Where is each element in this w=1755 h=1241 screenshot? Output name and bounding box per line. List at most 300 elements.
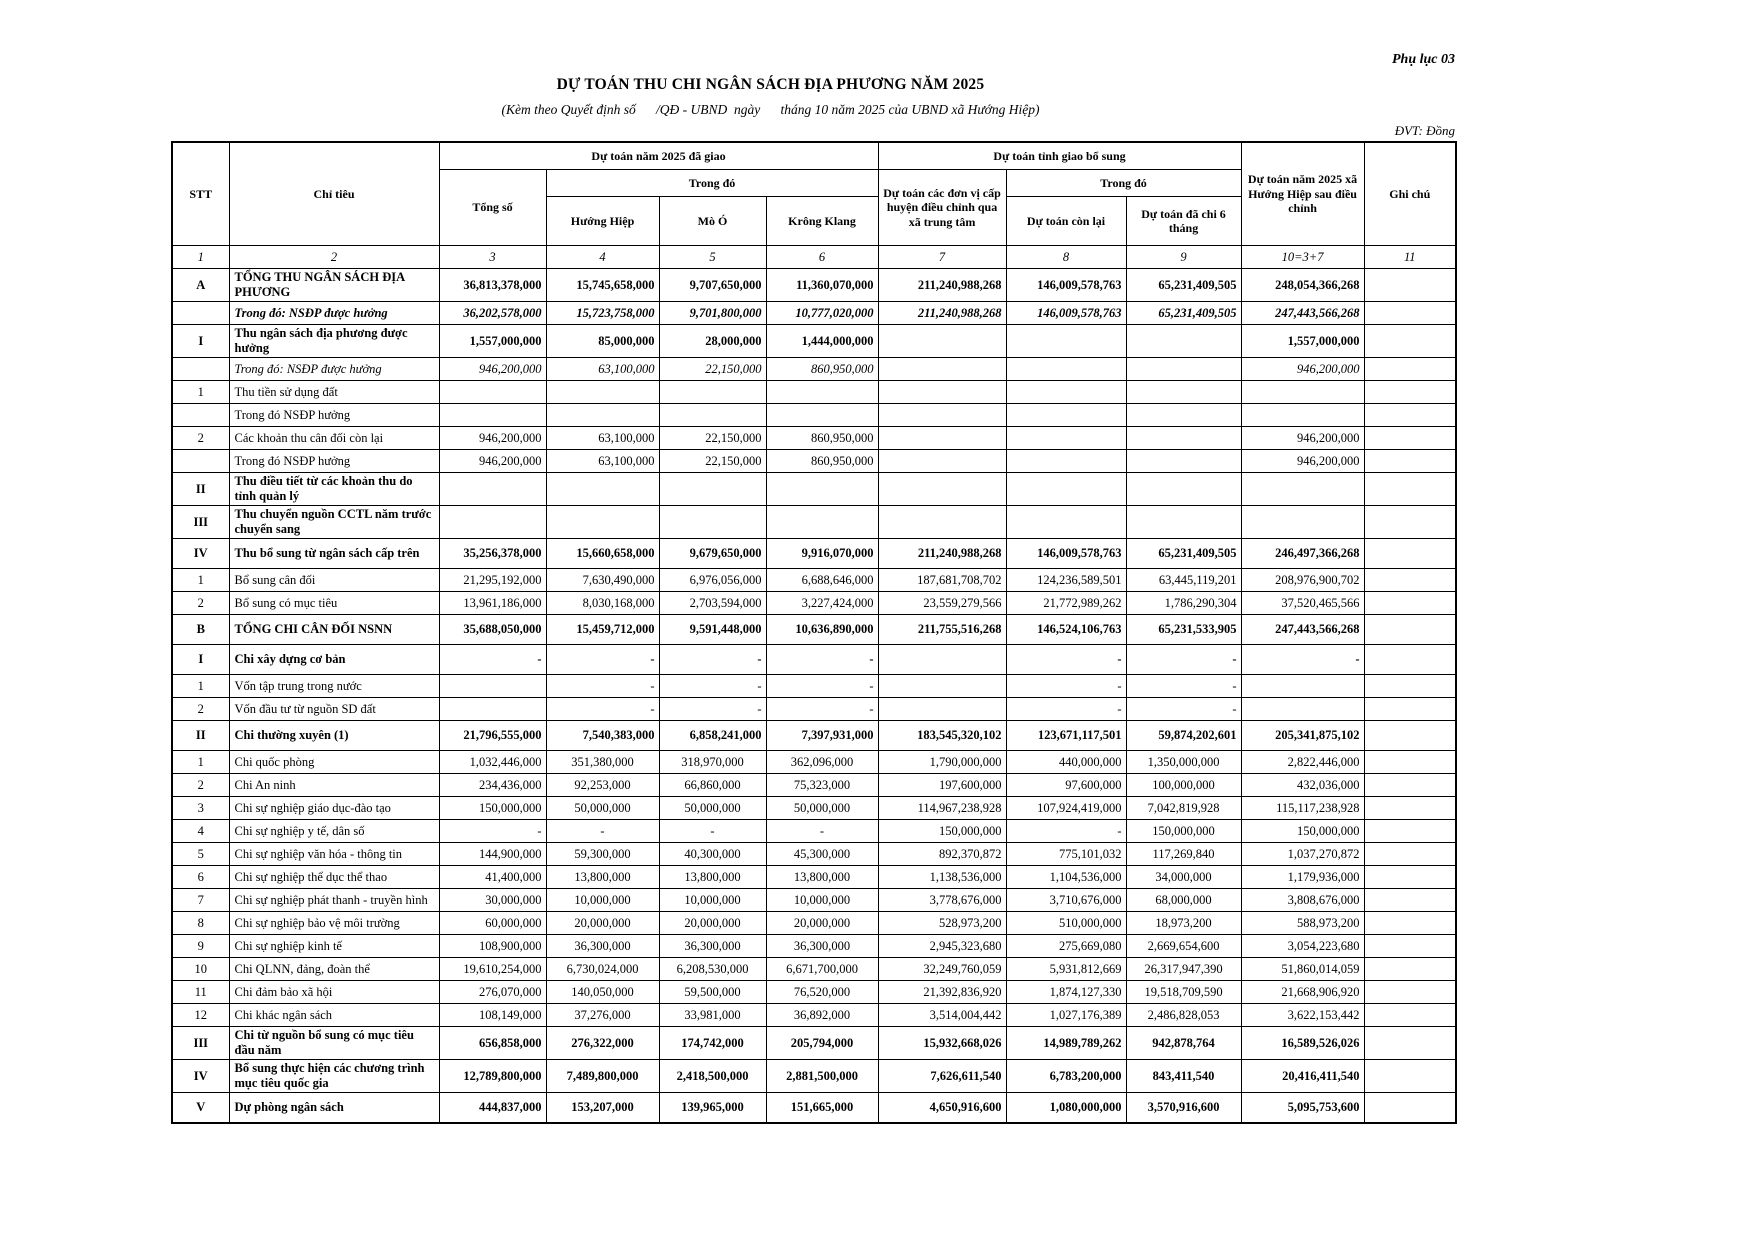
row-stt: 2 bbox=[172, 774, 229, 797]
row-note bbox=[1364, 506, 1456, 539]
row-value bbox=[546, 404, 659, 427]
row-value: 50,000,000 bbox=[546, 797, 659, 820]
table-row bbox=[172, 981, 1456, 1004]
row-value: 51,860,014,059 bbox=[1241, 958, 1364, 981]
row-value: 20,000,000 bbox=[659, 912, 766, 935]
header-stt: STT bbox=[172, 142, 229, 246]
row-value: 33,981,000 bbox=[659, 1004, 766, 1027]
row-note bbox=[1364, 981, 1456, 1004]
row-value: 21,668,906,920 bbox=[1241, 981, 1364, 1004]
row-value: 510,000,000 bbox=[1006, 912, 1126, 935]
table-row bbox=[172, 325, 1456, 358]
column-number-cell: 10=3+7 bbox=[1241, 246, 1364, 269]
row-value: 13,800,000 bbox=[766, 866, 878, 889]
row-value bbox=[439, 473, 546, 506]
table-row bbox=[172, 698, 1456, 721]
row-value: 100,000,000 bbox=[1126, 774, 1241, 797]
row-value: 139,965,000 bbox=[659, 1093, 766, 1124]
row-value: 946,200,000 bbox=[1241, 358, 1364, 381]
table-row bbox=[172, 615, 1456, 645]
row-value: 10,777,020,000 bbox=[766, 302, 878, 325]
row-value: 65,231,409,505 bbox=[1126, 302, 1241, 325]
row-value: 362,096,000 bbox=[766, 751, 878, 774]
row-value bbox=[1006, 358, 1126, 381]
row-value: - bbox=[439, 645, 546, 675]
row-label: Trong đó NSĐP hưởng bbox=[229, 450, 439, 473]
row-value: - bbox=[766, 698, 878, 721]
row-value: 205,794,000 bbox=[766, 1027, 878, 1060]
header-huong-hiep: Hướng Hiệp bbox=[546, 197, 659, 246]
row-value: - bbox=[546, 675, 659, 698]
row-value: 3,570,916,600 bbox=[1126, 1093, 1241, 1124]
header-chi-tieu: Chỉ tiêu bbox=[229, 142, 439, 246]
row-label: Trong đó: NSĐP được hưởng bbox=[229, 302, 439, 325]
row-note bbox=[1364, 539, 1456, 569]
row-stt: II bbox=[172, 473, 229, 506]
row-stt: B bbox=[172, 615, 229, 645]
row-value bbox=[1126, 427, 1241, 450]
table-row bbox=[172, 592, 1456, 615]
row-note bbox=[1364, 843, 1456, 866]
row-note bbox=[1364, 404, 1456, 427]
column-numbering-row bbox=[172, 246, 1456, 269]
row-value: 12,789,800,000 bbox=[439, 1060, 546, 1093]
row-label: Chi sự nghiệp phát thanh - truyền hình bbox=[229, 889, 439, 912]
row-value: 21,772,989,262 bbox=[1006, 592, 1126, 615]
page-subtitle: (Kèm theo Quyết định số /QĐ - UBND ngày tháng 10 năm 2025 của UBND xã Hướng Hiệp) bbox=[501, 102, 1040, 117]
row-value: 92,253,000 bbox=[546, 774, 659, 797]
header-trong-do-2: Trong đó bbox=[1006, 170, 1241, 197]
row-value: 6,858,241,000 bbox=[659, 721, 766, 751]
budget-table bbox=[171, 141, 1457, 1124]
row-label: Trong đó NSĐP hưởng bbox=[229, 404, 439, 427]
row-value bbox=[878, 358, 1006, 381]
row-note bbox=[1364, 450, 1456, 473]
row-value: 36,892,000 bbox=[766, 1004, 878, 1027]
row-value bbox=[1241, 698, 1364, 721]
row-value: 275,669,080 bbox=[1006, 935, 1126, 958]
row-value: 10,636,890,000 bbox=[766, 615, 878, 645]
row-stt: 2 bbox=[172, 427, 229, 450]
row-value: 942,878,764 bbox=[1126, 1027, 1241, 1060]
row-label: Chi đảm bảo xã hội bbox=[229, 981, 439, 1004]
row-value: 16,589,526,026 bbox=[1241, 1027, 1364, 1060]
row-value: 9,707,650,000 bbox=[659, 269, 766, 302]
row-value bbox=[1126, 404, 1241, 427]
row-label: Thu bổ sung từ ngân sách cấp trên bbox=[229, 539, 439, 569]
row-stt: I bbox=[172, 645, 229, 675]
table-row bbox=[172, 843, 1456, 866]
row-value: 15,459,712,000 bbox=[546, 615, 659, 645]
row-value: 26,317,947,390 bbox=[1126, 958, 1241, 981]
row-value: 3,514,004,442 bbox=[878, 1004, 1006, 1027]
row-value: 5,095,753,600 bbox=[1241, 1093, 1364, 1124]
row-value bbox=[1241, 675, 1364, 698]
row-label: Chi An ninh bbox=[229, 774, 439, 797]
row-value: 248,054,366,268 bbox=[1241, 269, 1364, 302]
column-number-cell: 5 bbox=[659, 246, 766, 269]
row-value bbox=[1126, 506, 1241, 539]
row-value: 10,000,000 bbox=[766, 889, 878, 912]
row-value: 3,054,223,680 bbox=[1241, 935, 1364, 958]
row-value: 6,976,056,000 bbox=[659, 569, 766, 592]
header-mo-o: Mò Ó bbox=[659, 197, 766, 246]
row-value: 15,745,658,000 bbox=[546, 269, 659, 302]
row-value: 144,900,000 bbox=[439, 843, 546, 866]
row-value bbox=[439, 404, 546, 427]
row-value: 1,104,536,000 bbox=[1006, 866, 1126, 889]
row-value: 946,200,000 bbox=[439, 427, 546, 450]
table-row bbox=[172, 473, 1456, 506]
row-stt: 6 bbox=[172, 866, 229, 889]
row-value: 444,837,000 bbox=[439, 1093, 546, 1124]
unit-label: ĐVT: Đồng bbox=[1394, 123, 1455, 138]
table-row bbox=[172, 1027, 1456, 1060]
row-stt: IV bbox=[172, 539, 229, 569]
row-value: 656,858,000 bbox=[439, 1027, 546, 1060]
row-value bbox=[1241, 473, 1364, 506]
row-value: 22,150,000 bbox=[659, 427, 766, 450]
header-ghi-chu: Ghi chú bbox=[1364, 142, 1456, 246]
row-value bbox=[878, 450, 1006, 473]
row-note bbox=[1364, 1060, 1456, 1093]
row-value: 18,973,200 bbox=[1126, 912, 1241, 935]
row-value: 234,436,000 bbox=[439, 774, 546, 797]
row-value: 3,227,424,000 bbox=[766, 592, 878, 615]
row-value: - bbox=[1126, 698, 1241, 721]
row-value: - bbox=[659, 698, 766, 721]
row-value: 85,000,000 bbox=[546, 325, 659, 358]
row-value: 107,924,419,000 bbox=[1006, 797, 1126, 820]
row-stt: 11 bbox=[172, 981, 229, 1004]
table-row bbox=[172, 751, 1456, 774]
row-value: 97,600,000 bbox=[1006, 774, 1126, 797]
row-value: 2,418,500,000 bbox=[659, 1060, 766, 1093]
row-value: 211,240,988,268 bbox=[878, 269, 1006, 302]
row-note bbox=[1364, 774, 1456, 797]
row-value bbox=[1126, 325, 1241, 358]
row-value: 205,341,875,102 bbox=[1241, 721, 1364, 751]
header-sau-dieu-chinh: Dự toán năm 2025 xã Hướng Hiệp sau điều chỉnh bbox=[1241, 142, 1364, 246]
row-value: 5,931,812,669 bbox=[1006, 958, 1126, 981]
row-value: 6,783,200,000 bbox=[1006, 1060, 1126, 1093]
row-value: 246,497,366,268 bbox=[1241, 539, 1364, 569]
row-value: 20,000,000 bbox=[546, 912, 659, 935]
row-value: 1,557,000,000 bbox=[439, 325, 546, 358]
row-value: 36,202,578,000 bbox=[439, 302, 546, 325]
row-value: 6,688,646,000 bbox=[766, 569, 878, 592]
row-value bbox=[1006, 450, 1126, 473]
row-value bbox=[1006, 473, 1126, 506]
row-value bbox=[659, 506, 766, 539]
row-value: - bbox=[659, 675, 766, 698]
table-body bbox=[172, 269, 1456, 1124]
row-label: Vốn tập trung trong nước bbox=[229, 675, 439, 698]
row-value: 211,755,516,268 bbox=[878, 615, 1006, 645]
row-value bbox=[1006, 404, 1126, 427]
row-value: 3,808,676,000 bbox=[1241, 889, 1364, 912]
column-number-cell: 9 bbox=[1126, 246, 1241, 269]
row-stt bbox=[172, 302, 229, 325]
row-value: - bbox=[439, 820, 546, 843]
row-label: TỔNG THU NGÂN SÁCH ĐỊA PHƯƠNG bbox=[229, 269, 439, 302]
row-value bbox=[766, 473, 878, 506]
table-row bbox=[172, 935, 1456, 958]
header-trong-do: Trong đó bbox=[546, 170, 878, 197]
row-value: 843,411,540 bbox=[1126, 1060, 1241, 1093]
row-value: 7,540,383,000 bbox=[546, 721, 659, 751]
row-value bbox=[878, 645, 1006, 675]
row-label: Dự phòng ngân sách bbox=[229, 1093, 439, 1124]
row-value: 150,000,000 bbox=[439, 797, 546, 820]
row-stt: 12 bbox=[172, 1004, 229, 1027]
table-row bbox=[172, 912, 1456, 935]
row-value: 1,874,127,330 bbox=[1006, 981, 1126, 1004]
row-stt: 4 bbox=[172, 820, 229, 843]
row-value: 6,730,024,000 bbox=[546, 958, 659, 981]
row-value bbox=[546, 381, 659, 404]
row-value: 2,486,828,053 bbox=[1126, 1004, 1241, 1027]
column-number-cell: 4 bbox=[546, 246, 659, 269]
row-value: - bbox=[766, 645, 878, 675]
row-value bbox=[878, 473, 1006, 506]
table-row bbox=[172, 506, 1456, 539]
row-value: 3,778,676,000 bbox=[878, 889, 1006, 912]
header-du-toan-con-lai: Dự toán còn lại bbox=[1006, 197, 1126, 246]
row-value: 197,600,000 bbox=[878, 774, 1006, 797]
row-value: 174,742,000 bbox=[659, 1027, 766, 1060]
row-value bbox=[878, 325, 1006, 358]
row-value bbox=[878, 381, 1006, 404]
row-label: Chi khác ngân sách bbox=[229, 1004, 439, 1027]
row-label: Vốn đầu tư từ nguồn SD đất bbox=[229, 698, 439, 721]
row-value: 36,813,378,000 bbox=[439, 269, 546, 302]
row-value bbox=[1006, 506, 1126, 539]
row-value: 23,559,279,566 bbox=[878, 592, 1006, 615]
row-value: 114,967,238,928 bbox=[878, 797, 1006, 820]
row-value: 10,000,000 bbox=[659, 889, 766, 912]
row-value: 7,630,490,000 bbox=[546, 569, 659, 592]
row-value bbox=[878, 675, 1006, 698]
row-value: 20,416,411,540 bbox=[1241, 1060, 1364, 1093]
row-value: 15,723,758,000 bbox=[546, 302, 659, 325]
row-value bbox=[439, 698, 546, 721]
row-value: 1,027,176,389 bbox=[1006, 1004, 1126, 1027]
row-label: Chi sự nghiệp kinh tế bbox=[229, 935, 439, 958]
row-value: 37,520,465,566 bbox=[1241, 592, 1364, 615]
row-stt: 5 bbox=[172, 843, 229, 866]
row-stt: V bbox=[172, 1093, 229, 1124]
row-note bbox=[1364, 569, 1456, 592]
row-value: 19,610,254,000 bbox=[439, 958, 546, 981]
row-label: Bổ sung cân đối bbox=[229, 569, 439, 592]
row-label: Trong đó: NSĐP được hưởng bbox=[229, 358, 439, 381]
row-value: - bbox=[1126, 675, 1241, 698]
header-don-vi-cap-huyen: Dự toán các đơn vị cấp huyện điều chỉnh qua xã trung tâm bbox=[878, 170, 1006, 246]
row-value: 50,000,000 bbox=[659, 797, 766, 820]
row-note bbox=[1364, 302, 1456, 325]
row-value: 7,042,819,928 bbox=[1126, 797, 1241, 820]
row-value: 7,626,611,540 bbox=[878, 1060, 1006, 1093]
row-value bbox=[878, 404, 1006, 427]
row-stt: A bbox=[172, 269, 229, 302]
row-value: 2,881,500,000 bbox=[766, 1060, 878, 1093]
row-value bbox=[878, 698, 1006, 721]
row-value bbox=[439, 506, 546, 539]
row-value: 59,500,000 bbox=[659, 981, 766, 1004]
row-value bbox=[766, 381, 878, 404]
row-value: 36,300,000 bbox=[659, 935, 766, 958]
row-value: 14,989,789,262 bbox=[1006, 1027, 1126, 1060]
row-value: 1,790,000,000 bbox=[878, 751, 1006, 774]
row-value: 1,080,000,000 bbox=[1006, 1093, 1126, 1124]
row-value: 9,591,448,000 bbox=[659, 615, 766, 645]
row-value: - bbox=[659, 820, 766, 843]
row-value: 34,000,000 bbox=[1126, 866, 1241, 889]
row-value: 59,300,000 bbox=[546, 843, 659, 866]
row-note bbox=[1364, 721, 1456, 751]
row-value: 151,665,000 bbox=[766, 1093, 878, 1124]
table-row bbox=[172, 675, 1456, 698]
row-value: 7,397,931,000 bbox=[766, 721, 878, 751]
row-stt: 1 bbox=[172, 751, 229, 774]
row-value: 146,009,578,763 bbox=[1006, 539, 1126, 569]
row-value: 32,249,760,059 bbox=[878, 958, 1006, 981]
row-stt: IV bbox=[172, 1060, 229, 1093]
row-value: - bbox=[766, 675, 878, 698]
row-value: 66,860,000 bbox=[659, 774, 766, 797]
row-value: 63,100,000 bbox=[546, 358, 659, 381]
row-value: 65,231,409,505 bbox=[1126, 269, 1241, 302]
table-row bbox=[172, 302, 1456, 325]
row-stt bbox=[172, 450, 229, 473]
row-stt: 10 bbox=[172, 958, 229, 981]
row-value bbox=[546, 506, 659, 539]
row-value: 15,932,668,026 bbox=[878, 1027, 1006, 1060]
row-value: 3,622,153,442 bbox=[1241, 1004, 1364, 1027]
row-value bbox=[1006, 427, 1126, 450]
row-value: 351,380,000 bbox=[546, 751, 659, 774]
row-label: Thu tiền sử dụng đất bbox=[229, 381, 439, 404]
table-row bbox=[172, 797, 1456, 820]
row-note bbox=[1364, 675, 1456, 698]
column-number-cell: 8 bbox=[1006, 246, 1126, 269]
row-note bbox=[1364, 751, 1456, 774]
row-label: Thu điều tiết từ các khoản thu do tỉnh quản lý bbox=[229, 473, 439, 506]
row-value: 146,009,578,763 bbox=[1006, 302, 1126, 325]
row-value: - bbox=[1006, 820, 1126, 843]
row-label: Chi sự nghiệp giáo dục-đào tạo bbox=[229, 797, 439, 820]
row-value: 1,786,290,304 bbox=[1126, 592, 1241, 615]
row-value: 150,000,000 bbox=[1126, 820, 1241, 843]
column-number-cell: 2 bbox=[229, 246, 439, 269]
row-value: 211,240,988,268 bbox=[878, 302, 1006, 325]
row-value: 10,000,000 bbox=[546, 889, 659, 912]
table-row bbox=[172, 539, 1456, 569]
row-value bbox=[766, 506, 878, 539]
row-stt: 2 bbox=[172, 698, 229, 721]
row-value: 36,300,000 bbox=[766, 935, 878, 958]
row-value: 117,269,840 bbox=[1126, 843, 1241, 866]
row-value: 68,000,000 bbox=[1126, 889, 1241, 912]
row-note bbox=[1364, 866, 1456, 889]
table-row bbox=[172, 1093, 1456, 1124]
row-stt: 9 bbox=[172, 935, 229, 958]
row-value: 50,000,000 bbox=[766, 797, 878, 820]
row-value: - bbox=[659, 645, 766, 675]
row-value: - bbox=[766, 820, 878, 843]
row-value: 1,444,000,000 bbox=[766, 325, 878, 358]
row-value bbox=[1126, 473, 1241, 506]
row-value: 9,916,070,000 bbox=[766, 539, 878, 569]
row-value bbox=[659, 381, 766, 404]
row-value: 115,117,238,928 bbox=[1241, 797, 1364, 820]
row-note bbox=[1364, 1093, 1456, 1124]
row-stt: II bbox=[172, 721, 229, 751]
row-value: 11,360,070,000 bbox=[766, 269, 878, 302]
row-value: 13,800,000 bbox=[659, 866, 766, 889]
table-row bbox=[172, 889, 1456, 912]
row-value: 2,945,323,680 bbox=[878, 935, 1006, 958]
row-stt: 2 bbox=[172, 592, 229, 615]
row-value bbox=[659, 473, 766, 506]
row-stt: 1 bbox=[172, 381, 229, 404]
row-value bbox=[1241, 404, 1364, 427]
appendix-label: Phụ lục 03 bbox=[1391, 52, 1455, 67]
row-note bbox=[1364, 935, 1456, 958]
row-value bbox=[878, 506, 1006, 539]
row-value: 45,300,000 bbox=[766, 843, 878, 866]
row-label: Chi sự nghiệp thể dục thể thao bbox=[229, 866, 439, 889]
row-value: 75,323,000 bbox=[766, 774, 878, 797]
row-note bbox=[1364, 889, 1456, 912]
row-note bbox=[1364, 473, 1456, 506]
row-value bbox=[1241, 381, 1364, 404]
row-value: - bbox=[546, 698, 659, 721]
row-value: 2,669,654,600 bbox=[1126, 935, 1241, 958]
table-row bbox=[172, 381, 1456, 404]
row-value: 13,961,186,000 bbox=[439, 592, 546, 615]
row-value: 63,100,000 bbox=[546, 450, 659, 473]
row-label: Chi quốc phòng bbox=[229, 751, 439, 774]
row-value: 6,208,530,000 bbox=[659, 958, 766, 981]
row-value: 440,000,000 bbox=[1006, 751, 1126, 774]
row-note bbox=[1364, 269, 1456, 302]
row-value: 860,950,000 bbox=[766, 427, 878, 450]
row-value: 208,976,900,702 bbox=[1241, 569, 1364, 592]
row-value: 211,240,988,268 bbox=[878, 539, 1006, 569]
row-value: - bbox=[1006, 645, 1126, 675]
row-value: 15,660,658,000 bbox=[546, 539, 659, 569]
row-note bbox=[1364, 1004, 1456, 1027]
column-number-cell: 6 bbox=[766, 246, 878, 269]
row-value: 59,874,202,601 bbox=[1126, 721, 1241, 751]
header-tinh-giao-bo-sung: Dự toán tỉnh giao bổ sung bbox=[878, 142, 1241, 170]
row-note bbox=[1364, 592, 1456, 615]
row-value: - bbox=[1126, 645, 1241, 675]
row-value bbox=[1126, 358, 1241, 381]
row-value bbox=[1006, 381, 1126, 404]
row-note bbox=[1364, 645, 1456, 675]
row-value bbox=[546, 473, 659, 506]
row-value bbox=[659, 404, 766, 427]
header-da-chi-6-thang: Dự toán đã chi 6 tháng bbox=[1126, 197, 1241, 246]
row-value: 150,000,000 bbox=[1241, 820, 1364, 843]
row-value bbox=[1126, 450, 1241, 473]
row-value: 153,207,000 bbox=[546, 1093, 659, 1124]
row-value: 187,681,708,702 bbox=[878, 569, 1006, 592]
row-stt: 8 bbox=[172, 912, 229, 935]
